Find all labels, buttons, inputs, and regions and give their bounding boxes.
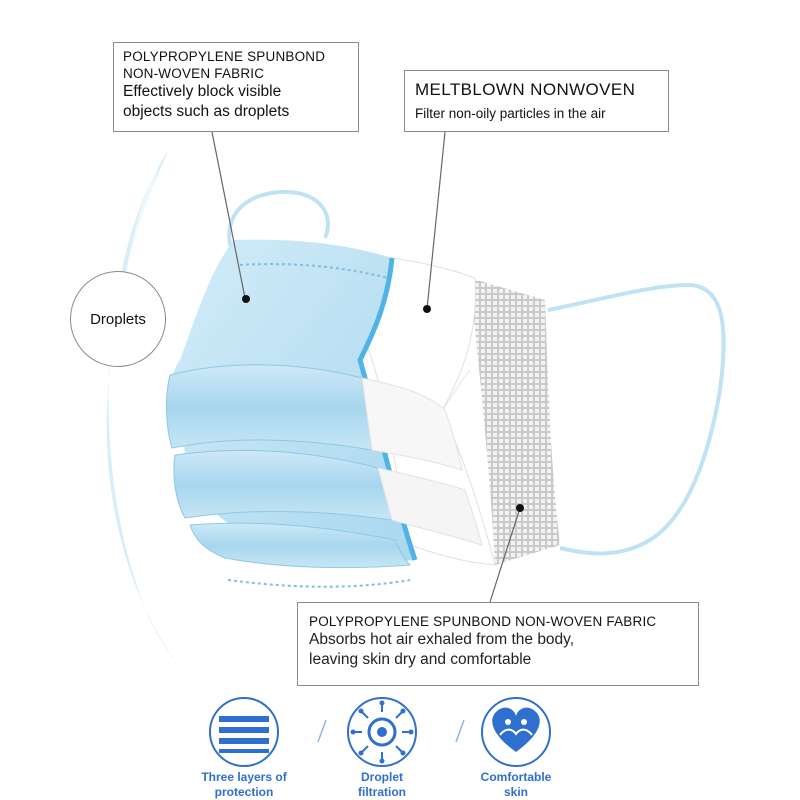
callout-outer-layer [113,42,359,132]
feature-skin-label [466,770,566,800]
callout-inner-desc-2: leaving skin dry and comfortable [309,651,532,668]
heart-hands-icon [482,698,550,766]
callout-inner-title: POLYPROPYLENE SPUNBOND NON-WOVEN FABRIC [309,614,657,629]
feature-layers-line2: protection [214,785,274,799]
pleat-1 [166,365,372,450]
droplet-filtration-icon [348,698,416,766]
feature-layers-line1: Three layers of [201,770,287,784]
feature-skin-line2: skin [503,785,528,799]
callout-outer-desc-1: Effectively block visible [123,83,282,100]
feature-filtration-line1: Droplet [361,770,403,784]
feature-layers-label [194,770,294,800]
droplets-badge [70,271,166,367]
callout-outer-title-2: NON-WOVEN FABRIC [123,66,265,81]
callout-outer-title-1: POLYPROPYLENE SPUNBOND [123,49,326,64]
callout-inner-layer [297,602,699,686]
callout-meltblown-title: MELTBLOWN NONWOVEN [415,80,636,99]
callout-meltblown-desc: Filter non-oily particles in the air [415,106,606,121]
callout-meltblown-layer [404,70,669,132]
feature-skin-line1: Comfortable [480,770,552,784]
droplets-label: Droplets [90,310,146,328]
callout-inner-desc-1: Absorbs hot air exhaled from the body, [309,631,575,648]
ear-loop-right [548,285,724,553]
three-layers-icon [210,698,278,766]
callout-outer-desc-2: objects such as droplets [123,103,290,120]
feature-filtration-label [332,770,432,800]
feature-filtration-line2: filtration [358,785,406,799]
